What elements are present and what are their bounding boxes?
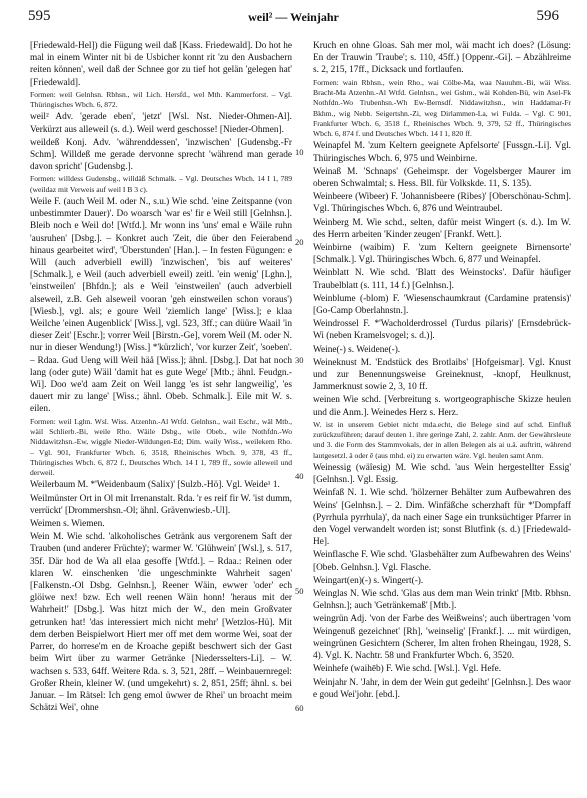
dictionary-entry: weingrün Adj. 'von der Farbe des Weißweins'; auch übertragen 'vom Weingenuß gezeichnet' [Rh], 'weinselig' [Frankf.]. ... mit würdigen, weingrünen Gesichtern (Scherer, Im alten frohen Rheingau, 1928, S. 4). Vgl. K. Nachtr. 58 und Frankfurter Wbch. 6, 3520. [313, 614, 571, 662]
line-number: 50 [295, 586, 304, 596]
dictionary-entry: Weile F. (auch Weil M. oder N., s.u.) Wie schd. 'eine Zeitspanne (von unbestimmter Dauer)'. Do woarsch 'war es' fir e Weil still [Gelnhsn.]. Bleib noch e Weil do! [Wtfd.]. Mr wonn ins 'uns' emal e Wäile ruhn 'ausruhen' [Dsbg.]. – Konkret auch 'Zeit, die über den Feierabend hinaus gearbeitet wird', 'Überstunden' [Han.]. – In festen Fügungen: e Will (auch adverbiell ewill) 'inzwischen', 'bis auf weiteres' [Schmalk.], e Weil (auch adverbiell eweil) zeitl. 'ein wenig' [Lghn.], 'einstweilen' [Bhfdn.]; als e Weil 'einstweilen' (auch adverbiell alseweil, z.B. Geh alseweil vooran 'geh einstweilen schon voraus') [Wiesb.], vgl. als; e goure Weil 'ziemlich lange' [Wiss.]; e klaa Weilche 'einen Augenblick' [Wiss.], vgl. 523, 3ff.; can düüre Waail 'in dieser Zeit' [Eschr.]; vorrer Weil [Birstn.-Ge], vorem Weil (M. oder N. nur in dieser Wendung!) [Wiss.] *'kürzlich', 'vor kurzer Zeit', 'soeben'. – Rdaa. Gud Ueng will Weil häå [Wiss.]; ähnl. [Dsbg.]. Dat hat noch lang (oder gute) Wäil 'damit hat es gute Wege' [Mtb.; ähnl. Feudgn.-Wi]. Doo we'd aam Zeit on Weil langg 'es ist sehr langweilig', 'es dauert mir zu lange' [Wiss.; ähnl. Obeb. Schmalk.]. Eile mit W. s. eilen. [30, 197, 292, 415]
dictionary-entry: [Friedewald-Hel]) die Fügung weil daß [Kass. Friedewald]. Do hot he mal in einem Winter nit bi de Usbicher konnt rit 'zu den Ausbachern reiten können', weil daß der Schnee gor zu tief hot gelän 'gelegen hat' [Friedewald]. [30, 41, 292, 88]
dictionary-entry: Weilerbaum M. *'Weidenbaum (Salix)' [Sulzb.-Hö]. Vgl. Weide¹ 1. [30, 480, 280, 491]
page-number-left: 595 [28, 8, 51, 24]
dictionary-entry: Weinbirne (waibim) F. 'zum Keltern geeignete Birnensorte' [Schmalk.]. Vgl. Thüringisches Wbch. 6, 877 und Weinapfel. [313, 243, 571, 266]
line-number: 10 [295, 147, 304, 157]
dictionary-entry: Weinapfel M. 'zum Keltern geeignete Apfelsorte' [Fussgn.-Li]. Vgl. Thüringisches Wbch. 6, 975 und Weinbirne. [313, 141, 571, 164]
line-number: 60 [295, 703, 304, 713]
entry-note: W. ist in unserem Gebiet nicht mda.echt, die Belege sind auf schd. Einfluß zurückzuführen; darauf deuten 1. ihre geringe Zahl, 2. zahlr. Anm. der Gewährsleute und 3. die Form des Stammvokals, der in allen Belegen als ai u.ä. auftritt, während lautgesetzl. ä oder ē (aus mhd. ei) zu erwarten wäre. Vgl. heulen samt Anm. [313, 419, 571, 460]
dictionary-entry: Weinblume (-blom) F. 'Wiesenschaumkraut (Cardamine pratensis)' [Go-Camp Oberlahnstn.]. [313, 293, 571, 317]
dictionary-entry: weinen Wie schd. [Verbreitung s. wortgeographische Skizze heulen und die Anm.]. Weinedes Herz s. Herz. [313, 395, 571, 418]
dictionary-entry: Weinessig (wäîesig) M. Wie schd. 'aus Wein hergestellter Essig' [Gelnhsn.]. Vgl. Essig. [313, 463, 571, 486]
dictionary-entry: Weimen s. Wiemen. [30, 519, 105, 530]
dictionary-entry: Weinblatt N. Wie schd. 'Blatt des Weinstocks'. Dafür häufiger Traubelblatt (s. 111, 14 f.) [Gelnhsn.]. [313, 268, 571, 291]
entry-note: Formen: wain Rbhsn., wein Rho., wai Cölbe-Ma, waa Nauuhm.-Bi, wäi Wiss. Bracht-Ma Atzenhn.-Al Wtfd. Gelnhsn., wei Gshm., wäi Kohden-Bü, win Asel-Fk Nothfdn.-Wo Trubenhsn.-Wh Ew-Bernsdf. Niddawitzhsn., win Haddamar-Fr Bkhm., wig Nebb. Seigertshn.-Zi, weg Dirlammen-La, wi Fulda. – Vgl. C 901, Frankfurter Wbch. 6, 3518 f., Rheinisches Wbch. 9, 379, 52 ff., Thüringisches Wbch. 6, 874 f. und Deutsches Wbch. 14 I 1, 820 ff. [313, 77, 571, 139]
dictionary-entry: Weilmünster Ort in Ol mit Irrenanstalt. Rda. 'r es reif fir W. 'ist dumm, verrückt' [Drommershsn.-Ol; ähnl. Grävenwiesb.-Ul]. [30, 493, 292, 516]
dictionary-entry: Weinhefe (waihēb) F. Wie schd. [Wsl.]. Vgl. Hefe. [313, 664, 502, 675]
entry-note: Formen: weil Lghn. Wsl. Wiss. Atzenhn.-Al Wtfd. Gelnhsn., wail Eschr., wäl Mtb., wäil Schlierb.-Bi, weile Rho. Wäile Dsbg., wile Obeb., wile Nothfdn.-Wo Niddawitzhsn.-Ew, wiggle Nieder-Wildungen-Ed; Dim. waily Wiss., weilekem Rho. – Vgl. 901, Frankfurter Wbch. 6, 3518, Rheinisches Wbch. 9, 378, 43 ff., Thüringisches Wbch. 6, 872 f., Deutsches Wbch. 14 I 1, 789 ff., sowie alleweil und derweil. [30, 416, 292, 478]
running-title: weil² — Weinjahr [248, 10, 339, 24]
dictionary-entry: Wein M. Wie schd. 'alkoholisches Getränk aus vergorenem Saft der Trauben (und anderer Früchte)'; warmer W. 'Glühwein' [Wsl.], s. 517, 35f. Där hod de Wa all elaa gesoffe [Wtfd.]. – Rdaa.: Reinen oder klaren W. einschenken 'die ungeschminkte Wahrheit sagen' [Falkenstn.-Ol Dsbg. Gelnhsn.], Reener Wäin, ewwer 'oder' ech glöiwe nex! bzw. Ech well reenen Wäin honn! 'heraus mit der Wahrheit!' [Dsbg.]. Was hitzt mich der W., den mein Großvater getrunken hat! 'das interessiert mich nicht mehr' [Wetzlos-Hü]. Mit dem derben Beispielwort Hiert mer off met dem worme Wei, soat der Parrer, do horrese'm en de Kroache gepißt beschwert sich der Gast beim Wirt über zu warmer Getränke [Niedersselters-Li]. – W. wachsen s. 533, 64ff. Weitere Rda. s. 3, 521, 28ff. – Weinbauernregel: Großer Rhein, kleiner W. (und umgekehrt) s. 2, 851, 25ff; ähnl. s. bei Januar. – Im Rätsel: Ich geng emol üwwer de Rhei' un broacht meim Schätzi Wei', ohne [30, 532, 292, 714]
dictionary-entry: Kruch en ohne Gloas. Sah mer mol, wäi macht ich does? (Lösung: En der Trauwin 'Traube'; s. 110, 45ff.) [Oppenr.-Gi]. – Abzählreime s. 2, 215, 17ff., Dicksack und fortlaufen. [313, 41, 571, 76]
entry-note: Formen: weil Gelnhsn. Rbhsn., wil Lich. Hersfd., wel Mth. Kammerforst. – Vgl. Thüringisches Wbch. 6, 872. [30, 89, 292, 110]
right-column [313, 40, 571, 702]
left-column [30, 40, 292, 715]
dictionary-entry: Weinglas N. Wie schd. 'Glas aus dem man Wein trinkt' [Mtb. Rbhsn. Gelnhsn.]; auch 'Getränkemaß' [Mtb.]. [313, 589, 571, 612]
dictionary-entry: Weinflasche F. Wie schd. 'Glasbehälter zum Aufbewahren des Weins' [Obeb. Gelnhsn.]. Vgl. Flasche. [313, 550, 571, 573]
dictionary-entry: Weinaß M. 'Schnaps' (Geheimspr. der Vogelsberger Maurer im oberen Schwalmtal; s. Hess. Bll. für Volkskde. 11, S. 135). [313, 166, 571, 189]
dictionary-entry: Weineknust M. 'Endstück des Brotlaibs' [Hofgeismar]. Vgl. Knust und zur Benennungsweise Greineknust, -knopf, Heulknust, Jammerknust sowie 2, 3, 10 ff. [313, 357, 571, 393]
page-header [28, 8, 559, 28]
line-number: 40 [295, 471, 304, 481]
dictionary-entry: Weinjahr N. 'Jahr, in dem der Wein gut gedeiht' [Gelnhsn.]. Des waor e goud Wei'johr. [ebd.]. [313, 677, 571, 700]
dictionary-entry: weil² Adv. 'gerade eben', 'jetzt' [Wsl. Nst. Nieder-Ohmen-Al]. Verkürzt aus alleweil (s. d.). Weil werd geschosse! [Nieder-Ohmen]. [30, 112, 292, 135]
dictionary-entry: Weindrossel F. *'Wacholderdrossel (Turdus pilaris)' [Ernsdebrück-Wi (neben Kramelsvogel; s. d.)]. [313, 319, 571, 342]
line-number: 20 [295, 237, 304, 247]
dictionary-entry: Weinfaß N. 1. Wie schd. 'hölzerner Behälter zum Aufbewahren des Weins' [Gelnhsn.]. – 2. Dim. Winfäßche scherzhaft für *'Dompfaff (Pyrrhula pyrrhula)', da nach einer Sage ein trunksüchtiger Pfarrer in den Vogel verwandelt worden ist; sonst Blutfink (s. d.) [Friedewald-He]. [313, 488, 571, 548]
entry-note: Formen: willdess Gudensbg., willdäß Schmalk. – Vgl. Deutsches Wbch. 14 I 1, 789 (weildaz mit Verweis auf weil I B 3 c). [30, 174, 292, 194]
dictionary-entry: Weinbeere (Wibeer) F. 'Johannisbeere (Ribes)' [Oberschönau-Schm]. Vgl. Thüringisches Wbch. 6, 876 und Weintraubel. [313, 192, 571, 215]
dictionary-entry: Weingart(en)(-) s. Wingert(-). [313, 575, 424, 586]
dictionary-entry: Weinberg M. Wie schd., selten, dafür meist Wingert (s. d.). Im W. des Herrn arbeiten 'Kinder zeugen' [Frankf. Wett.]. [313, 217, 571, 240]
dictionary-entry: Weine(-) s. Weidene(-). [313, 344, 401, 355]
page-number-right: 596 [536, 8, 559, 24]
line-number: 30 [295, 355, 304, 365]
dictionary-entry: weildeß Konj. Adv. 'währenddessen', 'inzwischen' [Gudensbg.-Fr Schm]. Willdeß me gerade dervonne sprecht 'während man gerade davon spricht' [Gudensbg.]. [30, 137, 292, 173]
